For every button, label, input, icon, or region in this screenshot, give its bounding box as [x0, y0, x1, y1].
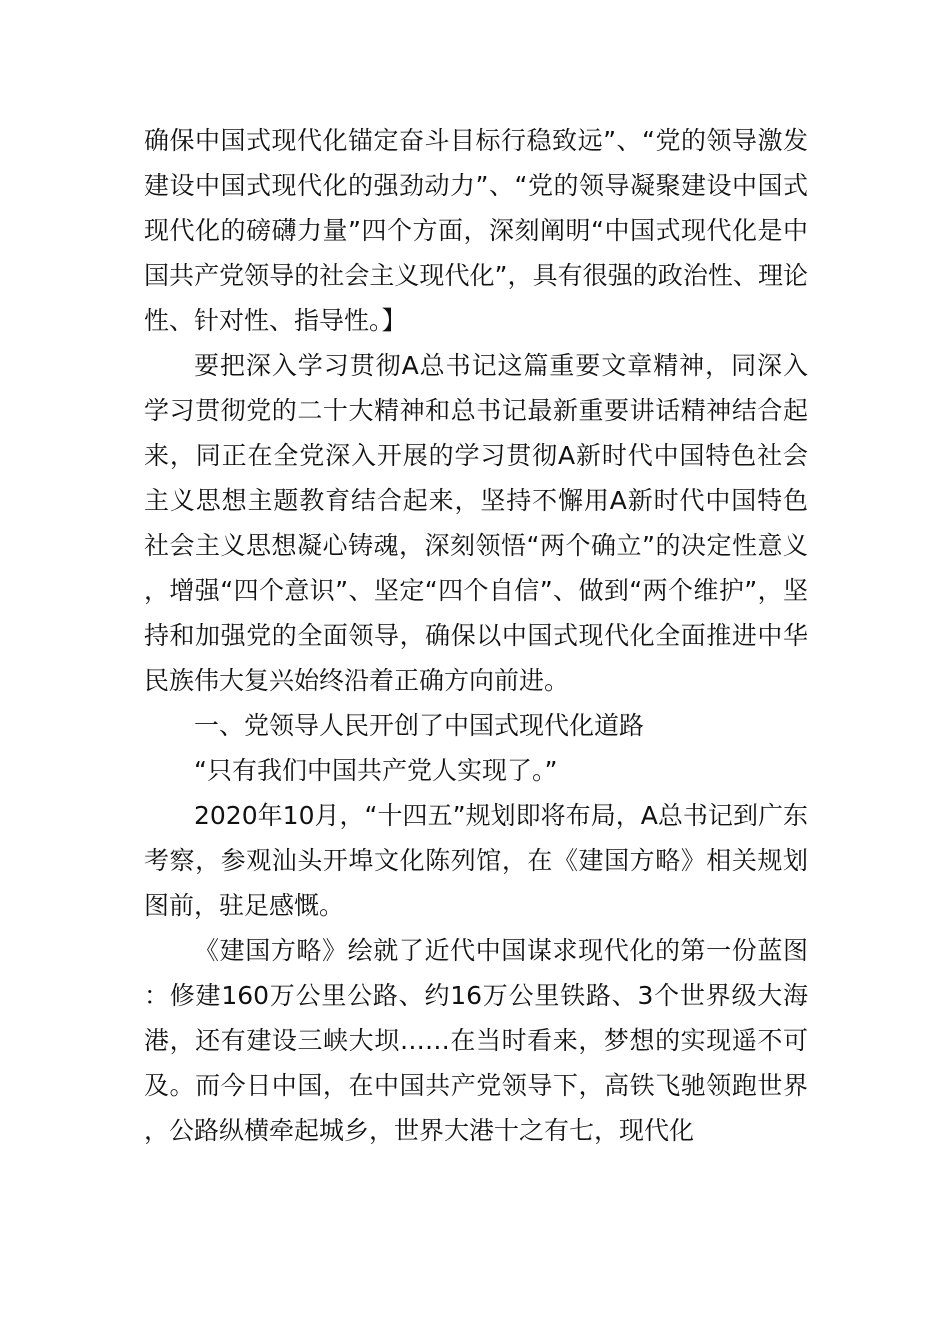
paragraph-jianguo-fanglue: 《建国方略》绘就了近代中国谋求现代化的第一份蓝图：修建160万公里公路、约16万公里铁路、3个世界级大海港，还有建设三峡大坝……在当时看来，梦想的实现遥不可及。而今日中国，在中国共产党领导下，高铁飞驰领跑世界，公路纵横牵起城乡，世界大港十之有七，现代化 — [144, 936, 808, 1145]
paragraph-intro-continuation: 确保中国式现代化锚定奋斗目标行稳致远”、“党的领导激发建设中国式现代化的强劲动力”、“党的领导凝聚建设中国式现代化的磅礴力量”四个方面，深刻阐明“中国式现代化是中国共产党领导的社会主义现代化”，具有很强的政治性、理论性、针对性、指导性。】 — [144, 126, 808, 335]
section-heading-1: 一、党领导人民开创了中国式现代化道路 — [194, 711, 645, 740]
document-body — [144, 118, 808, 1153]
paragraph-guangdong-visit: 2020年10月，“十四五”规划即将布局，A总书记到广东考察，参观汕头开埠文化陈列馆，在《建国方略》相关规划图前，驻足感慨。 — [144, 801, 808, 920]
paragraph-quote: “只有我们中国共产党人实现了。” — [194, 756, 558, 785]
paragraph-study-requirements: 要把深入学习贯彻A总书记这篇重要文章精神，同深入学习贯彻党的二十大精神和总书记最新重要讲话精神结合起来，同正在全党深入开展的学习贯彻A新时代中国特色社会主义思想主题教育结合起来，坚持不懈用A新时代中国特色社会主义思想凝心铸魂，深刻领悟“两个确立”的决定性意义，增强“四个意识”、坚定“四个自信”、做到“两个维护”，坚持和加强党的全面领导，确保以中国式现代化全面推进中华民族伟大复兴始终沿着正确方向前进。 — [144, 351, 808, 695]
